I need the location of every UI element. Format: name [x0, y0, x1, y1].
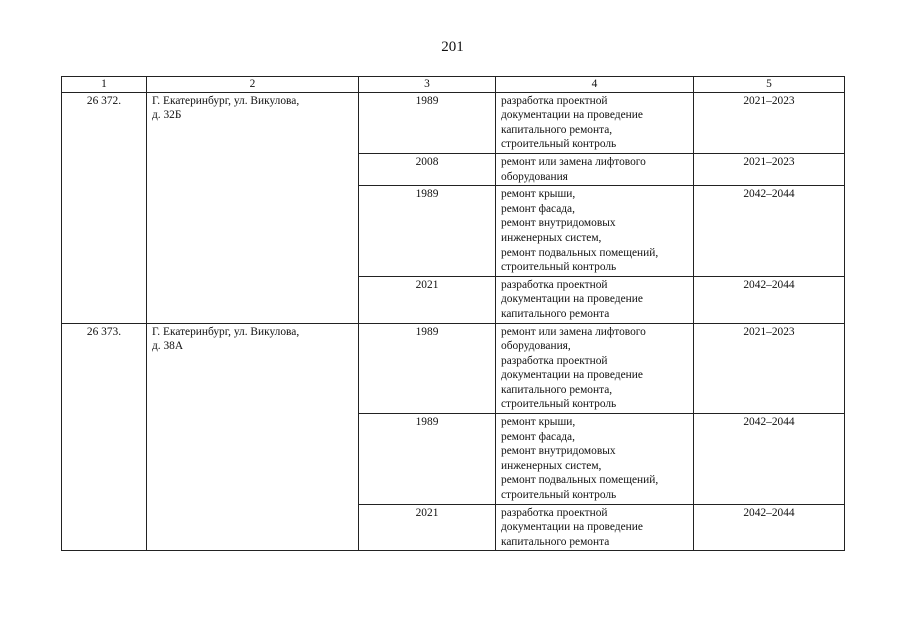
work-line: разработка проектной: [501, 94, 608, 107]
work-line: оборудования: [501, 170, 568, 183]
work-line: ремонт фасада,: [501, 202, 575, 215]
work-line: строительный контроль: [501, 138, 617, 151]
year-cell: 2008: [359, 153, 496, 185]
work-cell: [496, 323, 694, 414]
work-line: ремонт крыши,: [501, 416, 576, 429]
address-line: д. 38А: [152, 340, 184, 353]
work-line: оборудования,: [501, 340, 571, 353]
header-row: [62, 77, 845, 93]
year-cell: 1989: [359, 414, 496, 505]
work-line: ремонт внутридомовых: [501, 445, 616, 458]
building-number: 26 373.: [62, 323, 147, 551]
work-line: документации на проведение: [501, 109, 643, 122]
work-line: ремонт подвальных помещений,: [501, 246, 659, 259]
table-row: [62, 92, 845, 153]
table-row: [62, 323, 845, 414]
work-line: разработка проектной: [501, 506, 608, 519]
work-line: капитального ремонта: [501, 535, 610, 548]
header-col-3: 3: [359, 77, 496, 93]
work-line: ремонт фасада,: [501, 430, 575, 443]
building-number: 26 372.: [62, 92, 147, 323]
page-number: 201: [441, 39, 464, 55]
year-cell: 2021: [359, 276, 496, 323]
work-cell: [496, 153, 694, 185]
work-cell: [496, 186, 694, 277]
capital-repair-table: [61, 76, 845, 551]
header-col-4: 4: [496, 77, 694, 93]
work-cell: [496, 276, 694, 323]
work-line: капитального ремонта: [501, 307, 610, 320]
work-line: строительный контроль: [501, 489, 617, 502]
work-line: ремонт подвальных помещений,: [501, 474, 659, 487]
header-col-5: 5: [694, 77, 845, 93]
work-line: капитального ремонта,: [501, 383, 613, 396]
period-cell: 2042–2044: [694, 186, 845, 277]
work-line: ремонт крыши,: [501, 188, 576, 201]
address-line: д. 32Б: [152, 109, 182, 122]
work-cell: [496, 414, 694, 505]
building-address: [147, 323, 359, 551]
year-cell: 1989: [359, 186, 496, 277]
work-line: документации на проведение: [501, 293, 643, 306]
work-line: документации на проведение: [501, 369, 643, 382]
work-line: ремонт или замена лифтового: [501, 155, 646, 168]
work-line: разработка проектной: [501, 278, 608, 291]
building-address: [147, 92, 359, 323]
period-cell: 2042–2044: [694, 504, 845, 551]
header-col-2: 2: [147, 77, 359, 93]
address-line: Г. Екатеринбург, ул. Викулова,: [152, 94, 300, 107]
year-cell: 1989: [359, 323, 496, 414]
header-col-1: 1: [62, 77, 147, 93]
work-line: инженерных систем,: [501, 231, 602, 244]
work-line: разработка проектной: [501, 354, 608, 367]
work-line: ремонт или замена лифтового: [501, 325, 646, 338]
work-cell: [496, 504, 694, 551]
year-cell: 2021: [359, 504, 496, 551]
period-cell: 2042–2044: [694, 414, 845, 505]
period-cell: 2021–2023: [694, 92, 845, 153]
year-cell: 1989: [359, 92, 496, 153]
work-line: капитального ремонта,: [501, 123, 613, 136]
address-line: Г. Екатеринбург, ул. Викулова,: [152, 325, 300, 338]
period-cell: 2021–2023: [694, 323, 845, 414]
work-line: строительный контроль: [501, 261, 617, 274]
period-cell: 2042–2044: [694, 276, 845, 323]
period-cell: 2021–2023: [694, 153, 845, 185]
work-cell: [496, 92, 694, 153]
work-line: документации на проведение: [501, 521, 643, 534]
work-line: инженерных систем,: [501, 459, 602, 472]
work-line: ремонт внутридомовых: [501, 217, 616, 230]
work-line: строительный контроль: [501, 398, 617, 411]
